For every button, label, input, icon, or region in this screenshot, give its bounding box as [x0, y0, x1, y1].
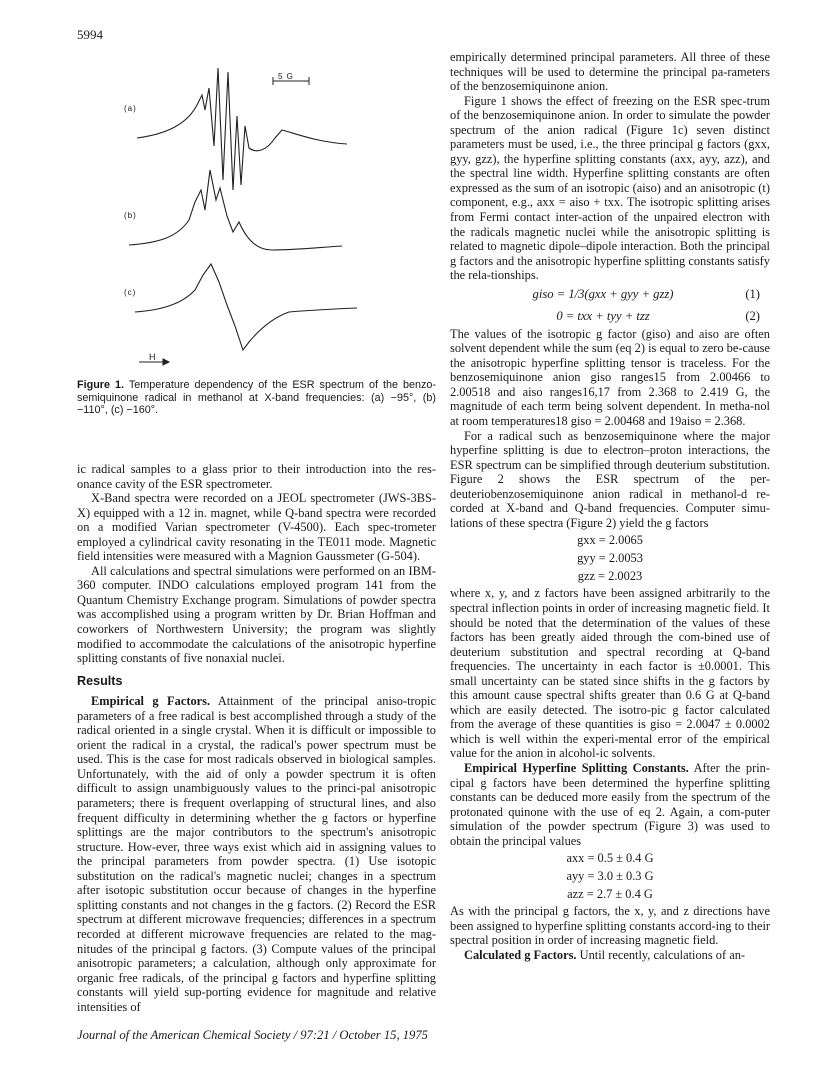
runin-heading: Empirical Hyperfine Splitting Constants.	[464, 760, 689, 775]
paragraph	[77, 694, 436, 1014]
equation-text: 0 = txx + tyy + tzz	[556, 308, 650, 323]
spectrum-b	[129, 170, 342, 250]
paragraph: For a radical such as benzosemiquinone where the major hyperfine splitting is due to electron–proton interactions, the ESR spectrum can be simplified through deuterium substitution. Figure 2 shows the ESR spectrum of the per-deuteriobenzosemiquinone anion radical in methanol-d re-corded at X-band and Q-band frequencies. Computer simu-lations of these spectra (Figure 2) yield the g factors	[450, 428, 770, 530]
paragraph-text: Until recently, calculations of an-	[579, 947, 746, 962]
hfs-constant-yy: ayy = 3.0 ± 0.3 G	[566, 869, 654, 884]
caption-text: Temperature dependency of the ESR spectrum of the benzo-semiquinone radical in methanol at X-band frequencies: (a) −95°, (b) −110°, (c) −160°.	[77, 379, 437, 417]
section-heading-results: Results	[77, 673, 123, 688]
paragraph: X-Band spectra were recorded on a JEOL spectrometer (JWS-3BS-X) equipped with a 12 in. magnet, while Q-band spectra were recorded on a modified Varian spectrometer (V-4500). Each spec-trometer employed a cylindrical cavity resonating in the TE011 mode. Magnetic field intensities were measured with a Magnion Gaussmeter (G-504).	[77, 491, 436, 564]
equation-number: (1)	[745, 286, 760, 301]
paragraph: Figure 1 shows the effect of freezing on the ESR spec-trum of the benzosemiquinone anion. In order to simulate the powder spectrum of the anion radical (Figure 1c) seven distinct parameters must be used, i.e., the three principal g factors (gxx, gyy, gzz), the hyperfine splitting constants (axx, ayy, azz), and the spectral line width. Hyperfine splitting constants are often expressed as the sum of an isotropic (aiso) and an anisotropic (t) component, e.g., axx = aiso + txx. The isotropic splitting arises from Fermi contact inter-action of the unpaired electron with the radicals magnetic nuclei while the anisotropic splitting is related to magnetic dipole–dipole interaction. Both the principal g factors and the anisotropic hyperfine splitting constants satisfy the rela-tionships.	[450, 93, 770, 283]
paragraph: All calculations and spectral simulations were performed on an IBM-360 computer. INDO calculations employed program 141 from the Quantum Chemistry Exchange program. Simulations of powder spectra was accomplished using a program written by Dr. Brian Hoffman and coworkers of Northwestern University; the program was slightly modified to accommodate the calculations of the anisotropic hyperfine splitting constants of five nonaxial nuclei.	[77, 563, 436, 666]
spectrum-label-a: (a)	[124, 104, 137, 113]
paragraph: As with the principal g factors, the x, y, and z directions have been assigned to hyperfine splitting constants accord-ing to their spectral position in order of increasing magnetic field.	[450, 904, 771, 948]
paragraph: The values of the isotropic g factor (giso) and aiso are often solvent dependent while the sum (eq 2) is equal to zero be-cause the anisotropic hyperfine splitting tensor is traceless. For the benzosemiquinone anion giso ranges15 from 2.00466 to 2.00518 and aiso ranges16,17 from 2.368 to 2.419 G, the magnitude of each term being solvent dependent. In metha-nol at room temperatures18 giso = 2.00468 and 19aiso = 2.368.	[450, 326, 770, 429]
g-factor-yy: gyy = 2.0053	[577, 551, 643, 566]
paragraph: ic radical samples to a glass prior to their introduction into the res-onance cavity of the ESR spectrometer.	[77, 462, 436, 491]
spectrum-label-b: (b)	[124, 211, 137, 220]
hfs-constant-zz: azz = 2.7 ± 0.4 G	[567, 887, 653, 902]
equation-text: giso = 1/3(gxx + gyy + gzz)	[532, 286, 674, 301]
journal-footer: Journal of the American Chemical Society / 97:21 / October 15, 1975	[77, 1028, 428, 1042]
spectrum-a	[137, 68, 347, 190]
paragraph: empirically determined principal parameters. All three of these techniques will be used to determine the principal pa-rameters of the benzosemiquinone anion.	[450, 50, 770, 94]
paragraph	[450, 948, 770, 963]
paragraph: where x, y, and z factors have been assigned arbitrarily to the spectral inflection points in order of increasing magnetic field. It should be noted that the determination of the values of these factors has been greatly aided through the com-bined use of deuterium substitution and spectral recording at Q-band frequencies. The uncertainty in each factor is ±0.0001. This small uncertainty can be stated since shifts in the g factors by this amount cause spectral shifts greater than 0.6 G at Q-band which are easily detected. The isotro-pic g factor calculated from the average of these quantities is giso = 2.0047 ± 0.0002 which is well within the experi-mental error of the empirical value for the anion in alcohol-ic solvents.	[450, 586, 770, 761]
field-label: H	[149, 352, 157, 362]
page-number: 5994	[77, 27, 103, 42]
g-factor-xx: gxx = 2.0065	[577, 533, 643, 548]
spectrum-label-c: (c)	[124, 288, 137, 297]
right-column	[450, 50, 770, 962]
paragraph	[450, 761, 770, 848]
g-factor-zz: gzz = 2.0023	[577, 569, 643, 584]
left-column	[77, 462, 436, 1014]
equation-1	[450, 283, 770, 305]
caption-label: Figure 1.	[77, 379, 125, 391]
equation-number: (2)	[745, 308, 760, 323]
figure-caption	[77, 379, 436, 417]
paragraph-text: Attainment of the principal aniso-tropic parameters of a free radical is best accomplished through a study of the radical oriented in a single crystal. When it is difficult or impossible to orient the radical in a crystal, the radical's power spectrum must be used. This is the case for most radicals observed in biological samples. Unfortunately, with the aid of only a powder spectrum it is often difficult to assign unambiguously values to the princi-pal anisotropic parameters; there is frequent overlapping of structural lines, and also frequent difficulty in determining whether the g factors or hyperfine splittings are the major contributors to the spectrum's anisotropic structure. How-ever, three ways exist which aid in assigning values to the principal parameters from powder spectra. (1) Use isotopic substitution on the radical's magnetic nuclei; changes in a spectrum after isotopic substitution occur because of changes in the hyperfine splitting constants and not changes in the g factors. (2) Record the ESR spectrum at different microwave frequencies; differences in a spectrum recorded at different microwave frequencies are related to the mag-nitudes of the principal g factors. (3) Compute values of the principal anisotropic parameters; a calculation, although only approximate for organic free radicals, of the principal g factors and hyperfine splitting constants will yield sup-porting evidence for magnitude and relative intensities of	[77, 694, 436, 1014]
runin-heading: Empirical g Factors.	[91, 694, 211, 709]
hfs-constant-xx: axx = 0.5 ± 0.4 G	[566, 851, 654, 866]
spectrum-c	[135, 264, 357, 350]
runin-heading: Calculated g Factors.	[464, 947, 577, 962]
paragraph-text: After the prin-cipal g factors have been determined the hyperfine splitting constants can be deduced more easily from the spectrum of the protonated quinone with the use of eq 2. Again, a com-puter simulation of the powder spectrum (Figure 3) was used to obtain the principal values	[450, 760, 770, 848]
equation-2	[450, 305, 770, 327]
scale-label: 5 G	[278, 72, 294, 81]
